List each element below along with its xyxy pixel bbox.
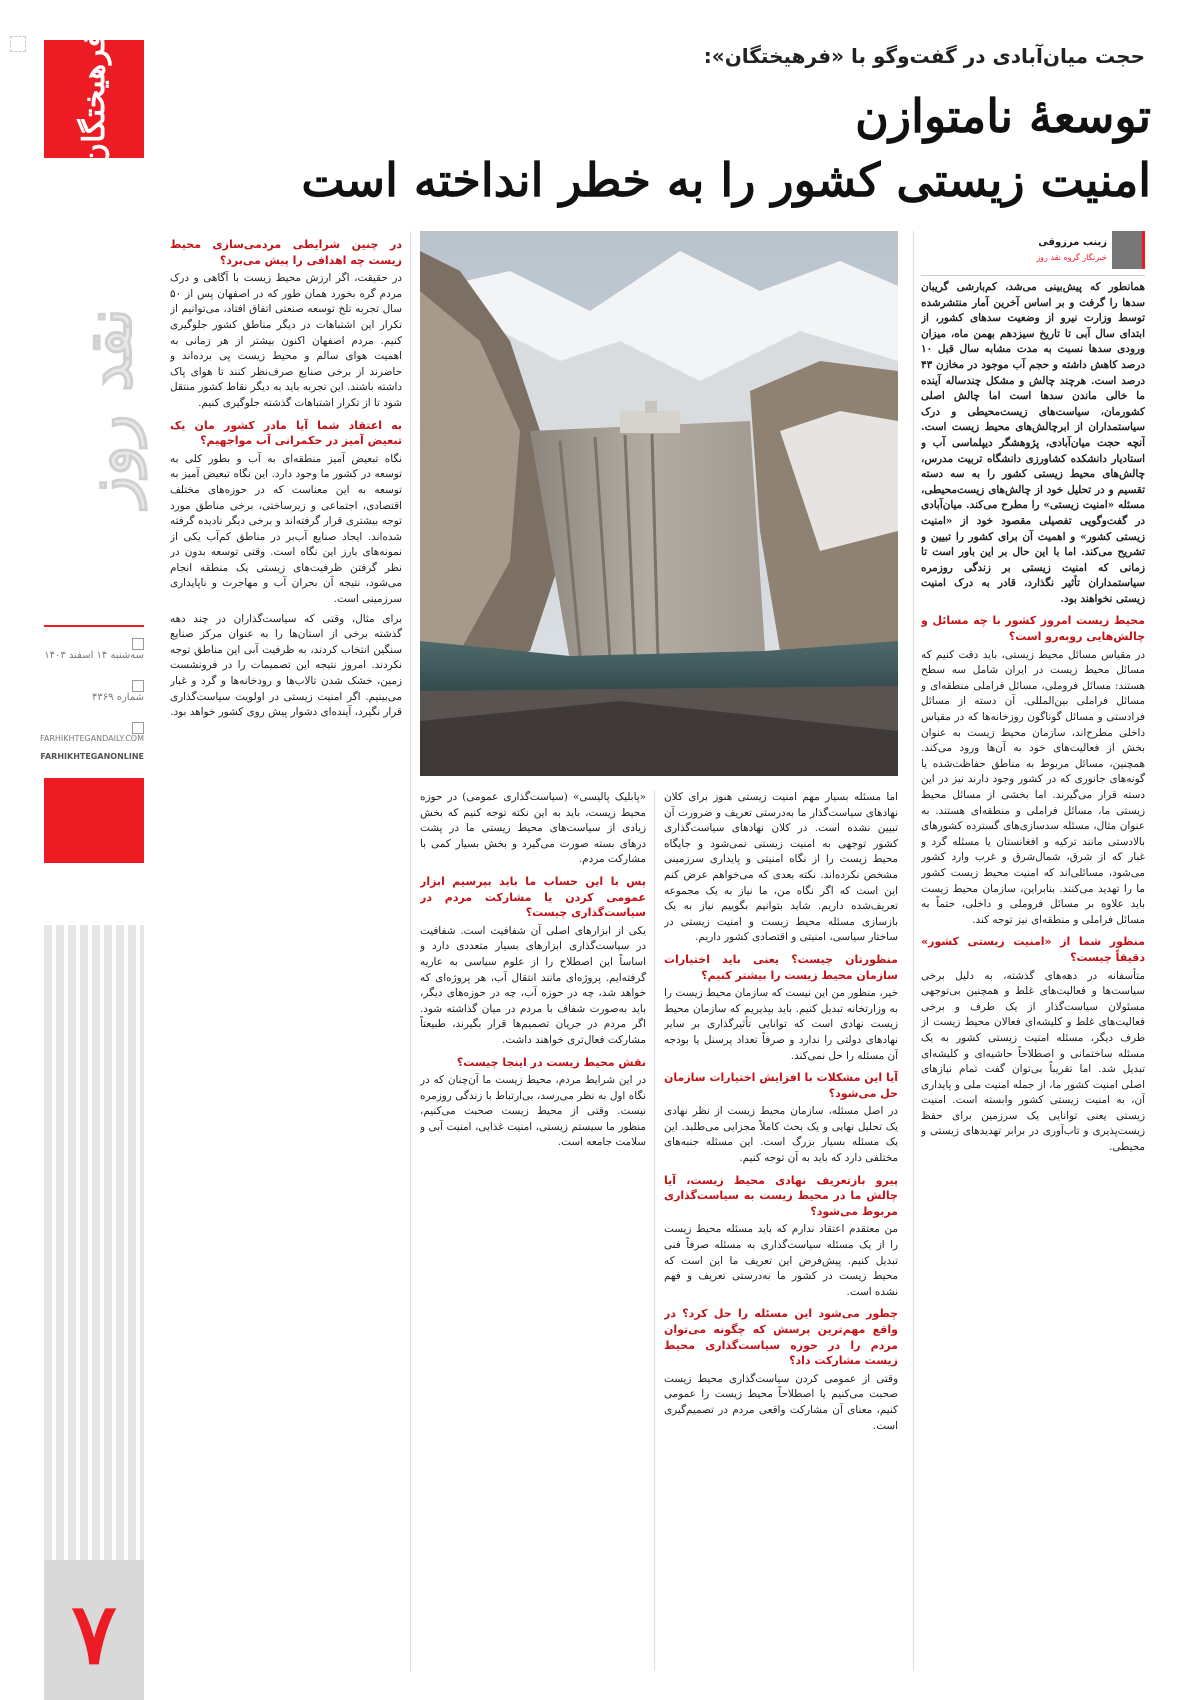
section-body: نگاه تبعیض آمیز منطقه‌ای به آب و بطور کلی به توسعه در کشور ما وجود دارد. این نگاه تبعیض آمیز به توسعه به این معناست که در حوزه‌های مختلف اقتصادی، اجتماعی و زیرساختی، برخی مناطق مورد توجه بیشتری قرار گرفته‌اند و برخی دیگر نادیده گرفته شده‌اند. ایجاد صنایع آب‌بر در مناطق کم‌آب یکی از نمونه‌های بارز این نگاه است. وقتی توسعه بدون در نظر گرفتن ظرفیت‌های زیستی یک منطقه انجام می‌شود، نتیجه آن بحران آب و مهاجرت و ناپایداری سرزمینی است. <box>170 452 402 606</box>
issue-number-text: شماره ۴۳۶۹ <box>92 692 144 703</box>
section-heading: منظورتان چیست؟ یعنی باید اختیارات سازمان محیط زیست را بیشتر کنیم؟ <box>664 952 898 982</box>
section-body: در حقیقت، اگر ارزش محیط زیست با آگاهی و درک مردم گره بخورد همان طور که در اصفهان پس از ۵۰ سال تجربه تلخ توسعه صنعتی اتفاق افتاد، می‌توانیم از تکرار این اشتباهات در دیگر مناطق کشور جلوگیری کنیم. مردم اصفهان اکنون بیشتر از هر زمانی به اهمیت هوای سالم و محیط زیست پی برده‌اند و حاضرند از برخی صنایع صرف‌نظر کنند تا هوای پاک داشته باشند. این تجربه باید به دیگر نقاط کشور منتقل شود تا از تکرار اشتباهات گذشته جلوگیری کنیم. <box>170 272 402 409</box>
column-divider <box>410 231 411 1671</box>
author-role: خبرنگار گروه نقد روز <box>1036 253 1107 262</box>
website[interactable] <box>40 722 144 743</box>
article-intro: همانطور که پیش‌بینی می‌شد، کم‌بارشی گریبان سدها را گرفت و بر اساس آخرین آمار منتشرشده توسط وزارت نیرو از وضعیت سدهای کشور، از ابتدای سال آبی تا تاریخ سیزدهم بهمن ماه، میزان ورودی سدها نسبت به مدت مشابه سال قبل ۱۰ درصد کاهش داشته و حجم آب موجود در مخازن ۴۳ درصد است. هرچند چالش و مشکل چندساله آینده ما خالی ماندن سدها است اما چالش اصلی کشورمان، سیاست‌های زیست‌محیطی و درک سیاستمداران از ابرچالش‌های محیط زیست است. آنچه حجت میان‌آبادی، پژوهشگر دیپلماسی آب و استادیار دانشکده کشاورزی دانشگاه تربیت مدرس، چالش‌های محیط زیستی کشور را به سه دسته تقسیم و در تحلیل خود از چالش‌های زیست‌محیطی، مسئله «امنیت زیستی» را مطرح می‌کند. میان‌آبادی در گفت‌وگویی تفصیلی مقصود خود از «امنیت زیستی کشور» و اهمیت آن برای کشور را تبیین و تشریح می‌کند. اما با این حال بر این باور است تا زمانی که امنیت زیستی بر زندگی روزمره سیاستمداران تأثیر نگذارد، قادر به درک امنیت زیستی نخواهند بود. <box>921 281 1145 605</box>
author-byline <box>921 231 1145 276</box>
section-body: برای مثال، وقتی که سیاست‌گذاران در چند دهه گذشته برخی از استان‌ها را به عنوان مرکز صنایع سنگین انتخاب کردند، به ظرفیت آبی این مناطق توجه نکردند. امروز نتیجه این تصمیمات را در فرونشست زمین، خشک شدن تالاب‌ها و رودخانه‌ها و گرد و غبار می‌بینیم. اگر امنیت زیستی در اولویت سیاست‌گذاری قرار نگیرد، آینده‌ای دشوار پیش روی کشور خواهد بود. <box>170 612 402 719</box>
section-heading: محیط زیست امروز کشور با چه مسائل و چالش‌هایی روبه‌رو است؟ <box>921 614 1145 644</box>
side-strip <box>0 0 165 1700</box>
page-number-text: ۷ <box>71 1584 117 1683</box>
website-text: FARHIKHTEGANDAILY.COM <box>40 734 144 743</box>
section-body: متأسفانه در دهه‌های گذشته، به دلیل برخی سیاست‌ها و فعالیت‌های غلط و همچنین بی‌توجهی مسئولان سیاست‌گذار از یک طرف و برخی فعالیت‌های غلط و کلیشه‌ای فعالان محیط زیست از طرف دیگر، مسئله امنیت زیستی کشور به یک مسئله ساختمانی و اصطلاحاً حاشیه‌ای و کلیشه‌ای تبدیل شد. اما تقریباً بی‌توان گفت تمام نیازهای اصلی امنیت کشور ما، از جمله امنیت ملی و پایداری آن، به امنیت زیستی کشور وابسته است. امنیت زیستی یعنی توانایی یک سرزمین برای حفظ زیست‌پذیری و تاب‌آوری در برابر تهدیدهای زیستی و محیطی. <box>921 969 1145 1154</box>
dam-reservoir-photo <box>420 231 898 776</box>
author-avatar <box>1112 231 1145 269</box>
globe-icon <box>132 722 144 734</box>
author-name: زینب مرزوقی <box>1038 237 1107 248</box>
section-heading: در چنین شرایطی مردمی‌سازی محیط زیست چه اهدافی را پیش می‌برد؟ <box>170 238 402 267</box>
section-body: من معتقدم اعتقاد ندارم که باید مسئله محیط زیست را از یک مسئله سیاست‌گذاری به مسئله صرفاً فنی تبدیل کنیم. پیش‌فرض این تعریف ما این است که محیط زیست در کشور ما به‌درستی تعریف و فهم نشده است. <box>664 1223 898 1298</box>
section-body: یکی از ابزارهای اصلی آن شفافیت است. شفافیت در سیاست‌گذاری ابزارهای بسیار متعددی دارد و اساساً این اصطلاح را از علوم سیاسی به عاریه گرفته‌ایم. پروژه‌ای مانند انتقال آب، هر پروژه‌ای که خواهد شد، چه در حوزه آب، چه در حوزه‌های دیگر، باید به‌صورت شفاف با مردم در میان گذاشته شود. اگر مردم در جریان تصمیم‌ها قرار بگیرند، طبیعتاً مشارکت فعال‌تری خواهند داشت. <box>420 924 646 1046</box>
section-heading: منظور شما از «امنیت زیستی کشور» دقیقاً چیست؟ <box>921 935 1145 964</box>
headline-line-2: امنیت زیستی کشور را به خطر انداخته است <box>301 153 1151 207</box>
issue-date-text: سه‌شنبه ۱۴ اسفند ۱۴۰۳ <box>44 650 144 661</box>
section-body: خیر، منظور من این نیست که سازمان محیط زیست را به وزارتخانه تبدیل کنیم. باید بپذیریم که سازمان محیط زیست نهادی است که توانایی تأثیرگذاری بر سایر نهادهای دولتی را ندارد و صرفاً تعداد پرسنل یا بودجه آن مسئله را حل نمی‌کند. <box>664 987 898 1062</box>
social-handle[interactable] <box>40 752 144 761</box>
article-column-2 <box>664 790 898 1670</box>
calendar-icon <box>132 638 144 650</box>
article-column-1 <box>921 280 1145 1670</box>
masthead-logo[interactable] <box>44 33 144 165</box>
section-heading: چطور می‌شود این مسئله را حل کرد؟ در واقع مهم‌ترین پرسش که چگونه می‌توان مردم را در حوزه سیاست‌گذاری محیط زیست مشارکت داد؟ <box>664 1307 898 1368</box>
registration-mark-icon <box>10 36 26 52</box>
article-column-4 <box>170 231 402 1671</box>
section-heading: پیرو بازتعریف نهادی محیط زیست، آیا چالش ما در محیط زیست به سیاست‌گذاری مربوط می‌شود؟ <box>664 1173 898 1218</box>
section-body: در اصل مسئله، سازمان محیط زیست از نظر نهادی یک تحلیل نهایی و یک بحث کاملاً مجزایی می‌طلبد. این یک مسئله بسیار بزرگ است. این مسئله جنبه‌های مختلفی دارد که باید به آن توجه کنیم. <box>664 1105 898 1165</box>
section-body: در مقیاس مسائل محیط زیستی، باید دقت کنیم که مسائل محیط زیست در ایران شامل سه سطح هستند: مسائل فروملی، مسائل فراملی منطقه‌ای و مسائل فراملی بین‌المللی. آن دسته از مسائل فرادستی و مسائل گوناگون روزخانه‌ها که در مقیاس داخلی مطرح‌اند، سازمان محیط زیست به عنوان بخش از فعالیت‌های خود به آن‌ها ورود می‌کند. همچنین، مسائل مربوط به مناطق حفاظت‌شده یا گونه‌های جانوری که در کشور وجود دارند نیز در این دسته قرار می‌گیرند. اما بخشی از مسائل محیط زیستی ما، مسائل فراملی و منطقه‌ای هستند. به عنوان مثال، مسئله سدسازی‌های گسترده کشورهای بالادستی مانند ترکیه و افغانستان یا مسئله گرد و غبار که از شرق، شمال‌شرق و غرب وارد کشور می‌شود، مسائلی‌اند که امنیت محیط زیست کشور ما را تهدید می‌کنند. بنابراین، سازمان محیط زیست باید علاوه بر مسائل فروملی و داخلی، حتماً به مسائل فراملی و منطقه‌ای نیز توجه کند. <box>921 648 1145 926</box>
article-kicker: حجت میان‌آبادی در گفت‌وگو با «فرهیختگان»: <box>703 44 1145 68</box>
page-number <box>44 1560 144 1700</box>
photo-illustration <box>420 231 898 776</box>
issue-date <box>44 638 144 661</box>
column-divider <box>654 790 655 1670</box>
article-column-3 <box>420 790 646 1670</box>
section-heading: به اعتقاد شما آیا مادر کشور مان یک تبعیض آمیز در حکمرانی آب مواجهیم؟ <box>170 418 402 448</box>
issue-number <box>44 680 144 703</box>
section-body: اما مسئله بسیار مهم امنیت زیستی هنوز برای کلان نهادهای سیاست‌گذار ما به‌درستی تعریف و ضرورت آن تبیین نشده است. در کلان نهادهای سیاست‌گذاری کشور توجهی به امنیت زیستی نمی‌شود و جایگاه محیط زیست را از نگاه امنیتی و پایداری سرزمینی مشخص نکرده‌اند. نکته بعدی که می‌خواهم عرض کنم این است که اگر نگاه من، ما نیاز به یک مجموعه تعریف‌شده داریم. شاید بتوانیم بگوییم نیاز به یک بازسازی مسئله محیط زیست و امنیت زیستی در ساختار سیاسی، امنیتی و اقتصادی کشور داریم. <box>664 791 898 944</box>
logo-text: فرهیختگان <box>76 33 112 165</box>
headline-line-1: توسعهٔ نامتوازن <box>855 89 1151 143</box>
section-heading: آیا این مشکلات با افزایش اختیارات سازمان حل می‌شود؟ <box>664 1071 898 1100</box>
divider-line <box>44 625 144 627</box>
section-title: نقد روز <box>71 308 147 508</box>
decorative-pattern <box>44 925 144 1565</box>
article-headline <box>231 84 1151 212</box>
newspaper-icon <box>132 680 144 692</box>
section-body: «پابلیک پالیسی» (سیاست‌گذاری عمومی) در حوزه محیط زیست، باید به این نکته توجه کنیم که بخش زیادی از سیاست‌های محیط زیستی ما در پشت درهای بسته صورت می‌گیرد و بخش بسیار کمی با مشارکت مردم. <box>420 791 646 866</box>
section-heading: پس با این حساب ما باید بپرسیم ابزار عمومی کردن یا مشارکت مردم در سیاست‌گذاری چیست؟ <box>420 874 646 920</box>
section-body: وقتی از عمومی کردن سیاست‌گذاری محیط زیست صحبت می‌کنیم یا اصطلاحاً محیط زیست را عمومی کنیم، معنای آن مشارکت واقعی مردم در تصمیم‌گیری است. <box>664 1372 898 1432</box>
column-divider <box>913 231 914 1671</box>
social-text: FARHIKHTEGANONLINE <box>40 752 144 761</box>
red-accent-block <box>44 778 144 863</box>
section-body: در این شرایط مردم، محیط زیست ما آن‌چنان که در نگاه اول به نظر می‌رسد، بی‌ارتباط با زندگی روزمره نیست. وقتی از محیط زیست صحبت می‌کنیم، منظور ما سیستم زیستی، امنیت غذایی، امنیت آبی و سلامت جامعه است. <box>420 1074 646 1149</box>
section-heading: نقش محیط زیست در اینجا چیست؟ <box>456 1055 646 1069</box>
